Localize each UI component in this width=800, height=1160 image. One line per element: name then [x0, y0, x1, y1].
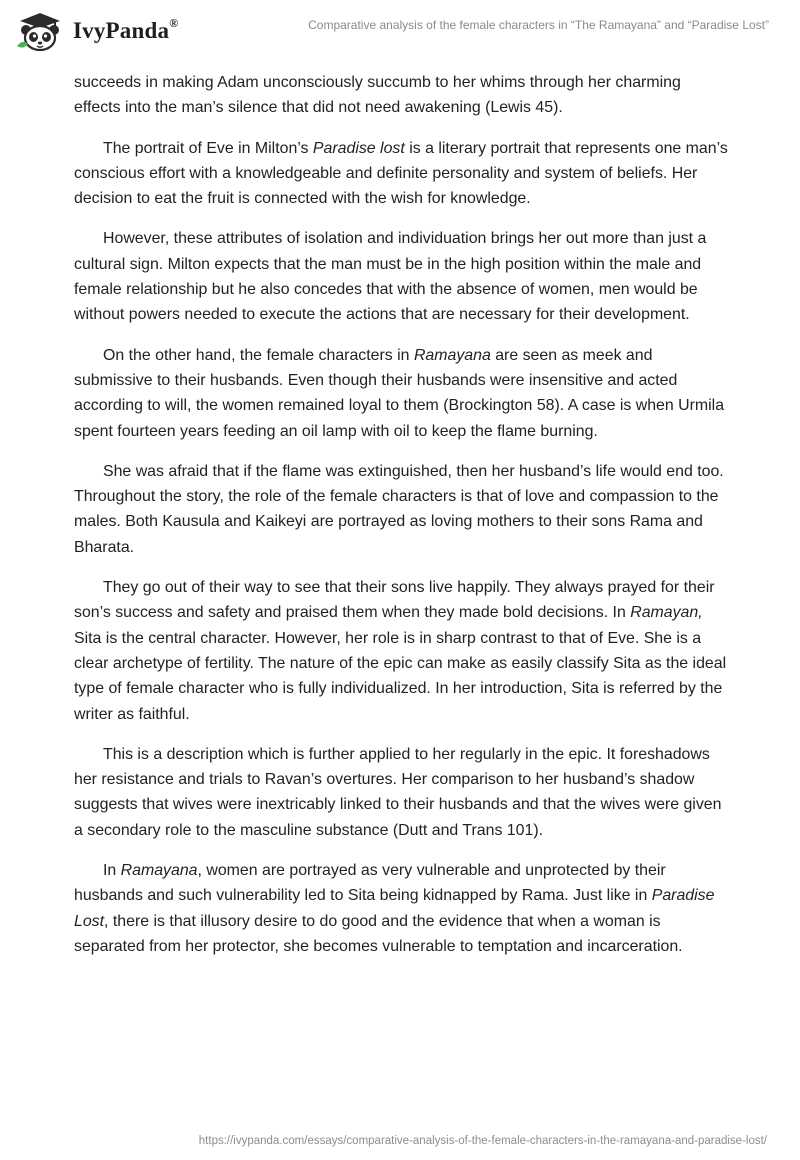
paragraph-text: is a literary portrait that represents one man’s conscious effort with a knowledgeable and definite personality and system of beliefs. Her decision to eat the fruit is connected with the wish for knowledge. — [74, 139, 728, 208]
paragraph-text: They go out of their way to see that their sons live happily. They always prayed for their son’s success and safety and praised them when they made bold decisions. In — [74, 579, 715, 622]
body-paragraph — [74, 858, 730, 959]
source-url[interactable]: https://ivypanda.com/essays/comparative-analysis-of-the-female-characters-in-the-ramayana-and-paradise-lost/ — [198, 1135, 767, 1147]
paragraph-text: succeeds in making Adam unconsciously succumb to her whims through her charming effects into the man’s silence that did not need awakening (Lewis 45). — [74, 74, 681, 117]
essay-body — [74, 70, 730, 974]
italic-title: Paradise Lost — [74, 887, 715, 930]
paragraph-text: , women are portrayed as very vulnerable and unprotected by their husbands and such vulnerability led to Sita being kidnapped by Rama. Just like in — [74, 862, 666, 905]
paragraph-text: She was afraid that if the flame was extinguished, then her husband’s life would end too. Throughout the story, the role of the female characters is that of love and compassion to the males. Both Kausula and Kaikeyi are portrayed as loving mothers to their sons Rama and Bharata. — [74, 462, 724, 556]
paragraph-text: The portrait of Eve in Milton’s — [103, 139, 313, 157]
body-paragraph — [74, 136, 730, 212]
italic-title: Ramayana — [120, 862, 198, 880]
brand-logo[interactable] — [14, 10, 178, 52]
paragraph-text: , there is that illusory desire to do good and the evidence that when a woman is separated from her protector, she becomes vulnerable to temptation and incarceration. — [74, 912, 683, 955]
paragraph-text: In — [103, 862, 121, 880]
panda-graduation-cap-icon — [14, 10, 66, 52]
body-paragraph — [74, 70, 730, 121]
body-paragraph — [74, 459, 730, 560]
paragraph-text: This is a description which is further applied to her regularly in the epic. It foreshadows her resistance and trials to Ravan’s overtures. Her comparison to her husband’s shadow suggests that wives were inextricably linked to their husbands and that the wives were given a secondary role to the masculine substance (Dutt and Trans 101). — [74, 745, 722, 839]
paragraph-text: On the other hand, the female characters in — [103, 346, 414, 364]
body-paragraph — [74, 575, 730, 727]
italic-title: Ramayan, — [630, 604, 703, 622]
paragraph-text: Sita is the central character. However, her role is in sharp contrast to that of Eve. She is a clear archetype of fertility. The nature of the epic can make as easily classify Sita as the ideal type of female character who is fully individualized. In her introduction, Sita is referred by the writer as faithful. — [74, 629, 727, 723]
page-header — [0, 0, 800, 62]
italic-title: Paradise lost — [312, 139, 405, 157]
document-title: Comparative analysis of the female characters in “The Ramayana” and “Paradise Lost” — [308, 18, 769, 32]
paragraph-text: are seen as meek and submissive to their husbands. Even though their husbands were insensitive and acted according to will, the women remained loyal to them (Brockington 58). A case is when Urmila spent fourteen years feeding an oil lamp with oil to keep the flame burning. — [74, 346, 725, 440]
brand-name: IvyPanda® — [73, 16, 179, 43]
body-paragraph — [74, 343, 730, 444]
body-paragraph — [74, 226, 730, 327]
body-paragraph — [74, 742, 730, 843]
paragraph-text: However, these attributes of isolation and individuation brings her out more than just a cultural sign. Milton expects that the man must be in the high position within the male and female relationship but he also concedes that with the absence of women, men would be without powers needed to execute the actions that are necessary for their development. — [74, 230, 707, 324]
italic-title: Ramayana — [413, 346, 491, 364]
